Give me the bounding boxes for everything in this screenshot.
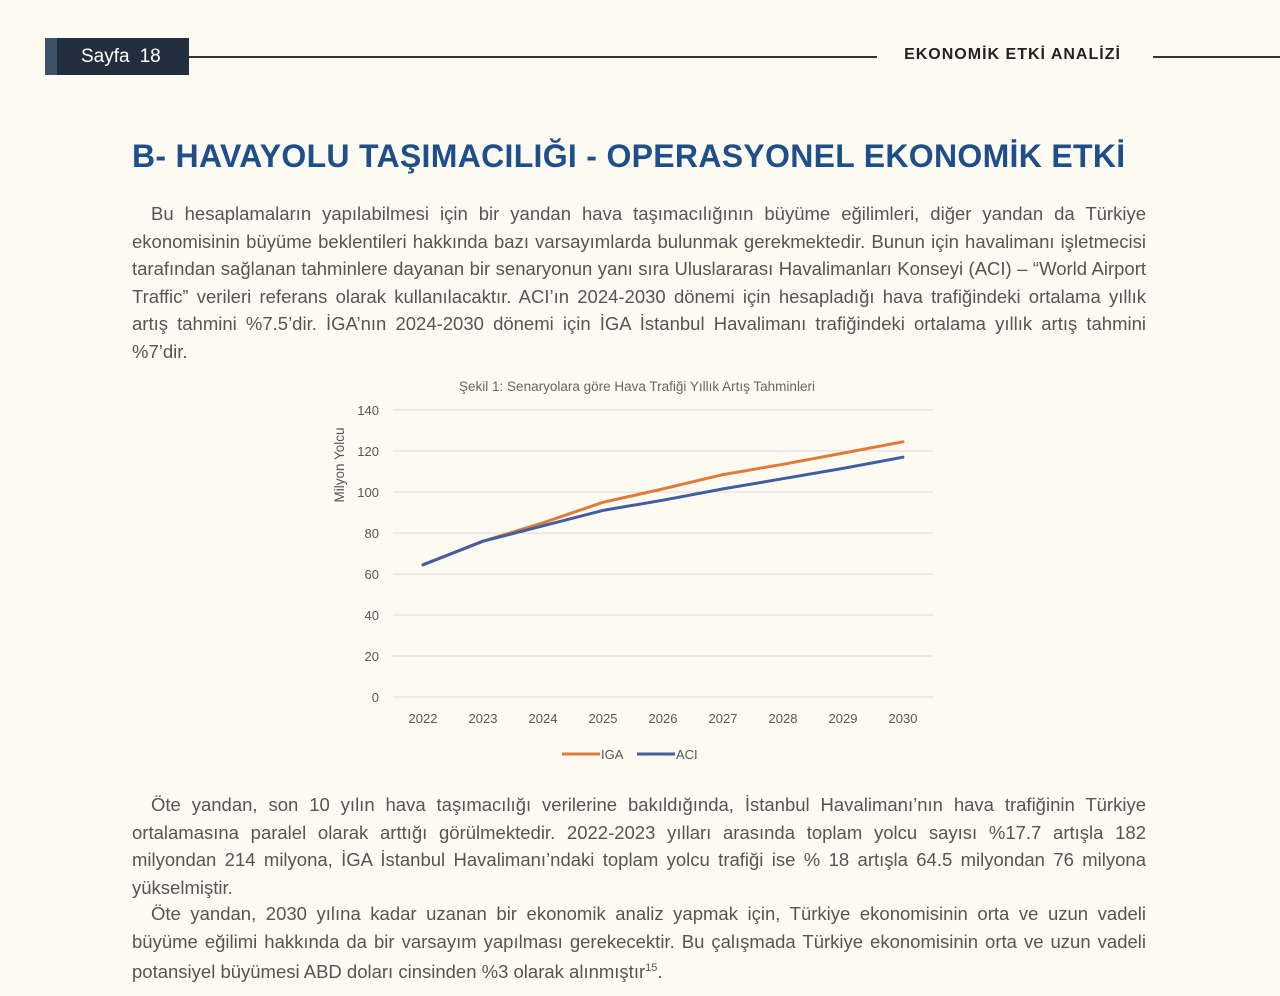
chart-gridlines [393,410,933,697]
x-tick-label: 2029 [828,711,858,726]
x-tick-label: 2022 [408,711,438,726]
header-divider-left [189,56,877,58]
y-tick-label: 140 [357,403,379,418]
paragraph-3 [132,900,1146,986]
y-tick-label: 120 [357,444,379,459]
y-tick-label: 40 [364,608,379,623]
paragraph-2: Öte yandan, son 10 yılın hava taşımacılığı verilerine bakıldığında, İstanbul Havalimanı’nın hava trafiğinin Türkiye ortalamasına paralel olarak arttığı görülmektedir. 2022-2023 yılları arasında toplam yolcu sayısı %17.7 artışla 182 milyondan 214 milyona, İGA İstanbul Havalimanı’ndaki toplam yolcu trafiği ise % 18 artışla 64.5 milyondan 76 milyona yükselmiştir. [132,794,1146,898]
header-divider-right [1153,56,1280,58]
paragraph-3-text: Öte yandan, 2030 yılına kadar uzanan bir ekonomik analiz yapmak için, Türkiye ekonomisinin orta ve uzun vadeli büyüme eğilimi hakkında da bir varsayım yapılması gerekecektir. Bu çalışmada Türkiye ekonomisinin orta ve uzun vadeli potansiyel büyümesi ABD doları cinsinden %3 olarak alınmıştır [132,903,1146,983]
page-title: B- HAVAYOLU TAŞIMACILIĞI - OPERASYONEL EKONOMİK ETKİ [132,138,1126,174]
chart-title: Şekil 1: Senaryolara göre Hava Trafiği Yıllık Artış Tahminleri [459,379,815,394]
page-label: Sayfa [81,45,130,67]
x-tick-label: 2023 [468,711,498,726]
page-number: 18 [139,45,161,67]
paragraph-1: Bu hesaplamaların yapılabilmesi için bir yandan hava taşımacılığının büyüme eğilimleri, diğer yandan da Türkiye ekonomisinin büyüme beklentileri hakkında bazı varsayımlarda bulunmak gerekmektedir. Bunun için havalimanı işletmecisi tarafından sağlanan tahminlere dayanan bir senaryonun yanı sıra Uluslararası Havalimanları Konseyi (ACI) – “World Airport Traffic” verileri referans olarak kullanılacaktır. ACI’ın 2024-2030 dönemi için hesapladığı hava trafiğindeki ortalama yıllık artış tahmini %7.5’dir. İGA’nın 2024-2030 dönemi için İGA İstanbul Havalimanı trafiğindeki ortalama yıllık artış tahmini %7’dir. [132,203,1146,362]
page-number-badge [45,38,189,75]
chart-y-ticks [357,403,379,705]
x-tick-label: 2030 [888,711,918,726]
x-tick-label: 2027 [708,711,738,726]
badge-accent [45,38,57,75]
legend-label-iga: IGA [601,747,624,762]
x-tick-label: 2028 [768,711,798,726]
y-tick-label: 60 [364,567,379,582]
x-tick-label: 2026 [648,711,678,726]
series-line-aci [423,457,903,565]
traffic-forecast-chart [325,372,955,772]
y-tick-label: 0 [371,690,379,705]
chart-legend [562,747,698,762]
paragraph-3-end: . [657,961,663,983]
footnote-ref: 15 [645,962,658,975]
legend-label-aci: ACI [676,747,698,762]
chart-x-ticks [409,711,918,726]
y-tick-label: 80 [364,526,379,541]
y-tick-label: 20 [364,649,379,664]
chart-y-axis-label: Milyon Yolcu [332,427,347,503]
series-line-iga [423,442,903,565]
chart-series [423,442,903,565]
y-tick-label: 100 [357,485,379,500]
x-tick-label: 2024 [528,711,558,726]
section-name: EKONOMİK ETKİ ANALİZİ [904,46,1121,63]
x-tick-label: 2025 [588,711,618,726]
